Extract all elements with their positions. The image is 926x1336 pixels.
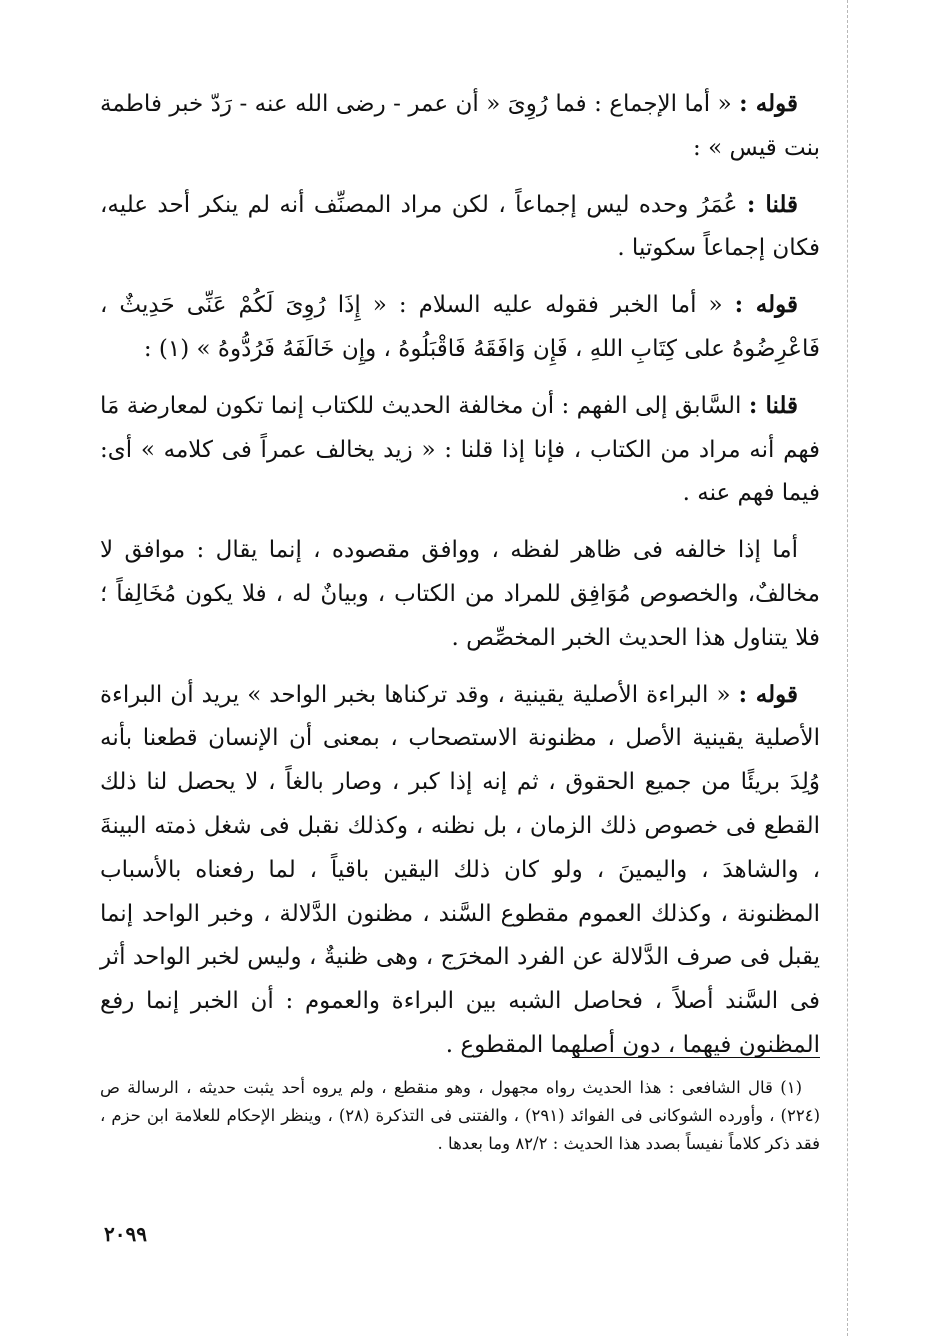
paragraph-body: « البراءة الأصلية يقينية ، وقد تركناها بخبر الواحد » يريد أن البراءة الأصلية يقينية الأصل ، مظنونة الاستصحاب ، بمعنى أن الإنسان قطعنا بأنه وُلِدَ بريئًا من جميع الحقوق ، ثم إنه إذا كبر ، وصار بالغاً ، لا يحصل لنا ذلك القطع فى خصوص ذلك الزمان ، بل نظنه ، وكذلك نقبل فى شغل ذمته البينةَ ، والشاهدَ ، واليمينَ ، ولو كان ذلك اليقين باقياً ، لما رفعناه بالأسباب المظنونة ، وكذلك العموم مقطوع السَّند ، مظنون الدَّلالة ، وخبر الواحد إنما يقبل فى صرف الدَّلالة عن الفرد المخرَج ، وهى ظنيةٌ ، وليس لخبر الواحد أثر فى السَّند أصلاً ، فحاصل الشبه بين البراءة والعموم : أن الخبر إنما رفع المظنون فيهما ، دون أصلهما المقطوع .: [100, 681, 820, 1058]
paragraph-6: [100, 673, 820, 1068]
page-number: ٢٠٩٩: [104, 1222, 147, 1246]
paragraph-5: [100, 528, 820, 660]
paragraph-lead: قوله :: [734, 291, 798, 319]
paragraph-body: السَّابق إلى الفهم : أن مخالفة الحديث للكتاب إنما تكون لمعارضة مَا فهم أنه مراد من الكتاب ، فإنا إذا قلنا : « زيد يخالف عمراً فى كلامه » أى: فيما فهم عنه .: [100, 392, 820, 507]
paragraph-lead: قلنا :: [748, 391, 798, 419]
paragraph-lead: قوله :: [738, 680, 799, 708]
paragraph-1: [100, 82, 820, 171]
paragraph-body: « أما الإجماع : فما رُوِىَ « أن عمر - رضى الله عنه - رَدّ خبر فاطمة بنت قيس » :: [100, 91, 820, 161]
footnote-1: (١) قال الشافعى : هذا الحديث رواه مجهول ، وهو منقطع ، ولم يروه أحد يثبت حديثه ، الرسالة ص (٢٢٤) ، وأورده الشوكانى فى الفوائد (٢٩١) ، والفتنى فى التذكرة (٢٨) ، وينظر الإحكام للعلامة ابن حزم ، فقد ذكر كلاماً نفيساً بصدد هذا الحديث : ٨٢/٢ وما بعدها .: [100, 1078, 821, 1153]
paragraph-3: [100, 283, 820, 372]
paragraph-body: « أما الخبر فقوله عليه السلام : « إِذَا رُوِىَ لَكُمْ عَنِّى حَدِيثٌ ، فَاعْرِضُوهُ على كِتَابِ اللهِ ، فَإِن وَافَقَهُ فَاقْبَلُوهُ ، وإِن خَالَفَهُ فَرُدُّوهُ » (١) :: [100, 292, 820, 362]
footnote-separator: [572, 1057, 820, 1058]
main-text: [100, 82, 820, 1080]
paragraph-4: [100, 384, 820, 516]
paragraph-lead: قلنا :: [746, 190, 798, 218]
scan-edge-line: [847, 0, 848, 1336]
paragraph-body: عُمَرُ وحده ليس إجماعاً ، لكن مراد المصنِّف أنه لم ينكر أحد عليه، فكان إجماعاً سكوتيا .: [100, 191, 820, 262]
paragraph-lead: قوله :: [739, 90, 799, 117]
paragraph-body: أما إذا خالفه فى ظاهر لفظه ، ووافق مقصوده ، إنما يقال : موافق لا مخالفٌ، والخصوص مُوَافِق للمراد من الكتاب ، وبيانٌ له ، فلا يكون مُخَالِفاً ؛ فلا يتناول هذا الحديث الخبر المخصِّص .: [100, 537, 820, 651]
paragraph-2: [100, 183, 820, 272]
footnotes: [100, 1074, 820, 1158]
